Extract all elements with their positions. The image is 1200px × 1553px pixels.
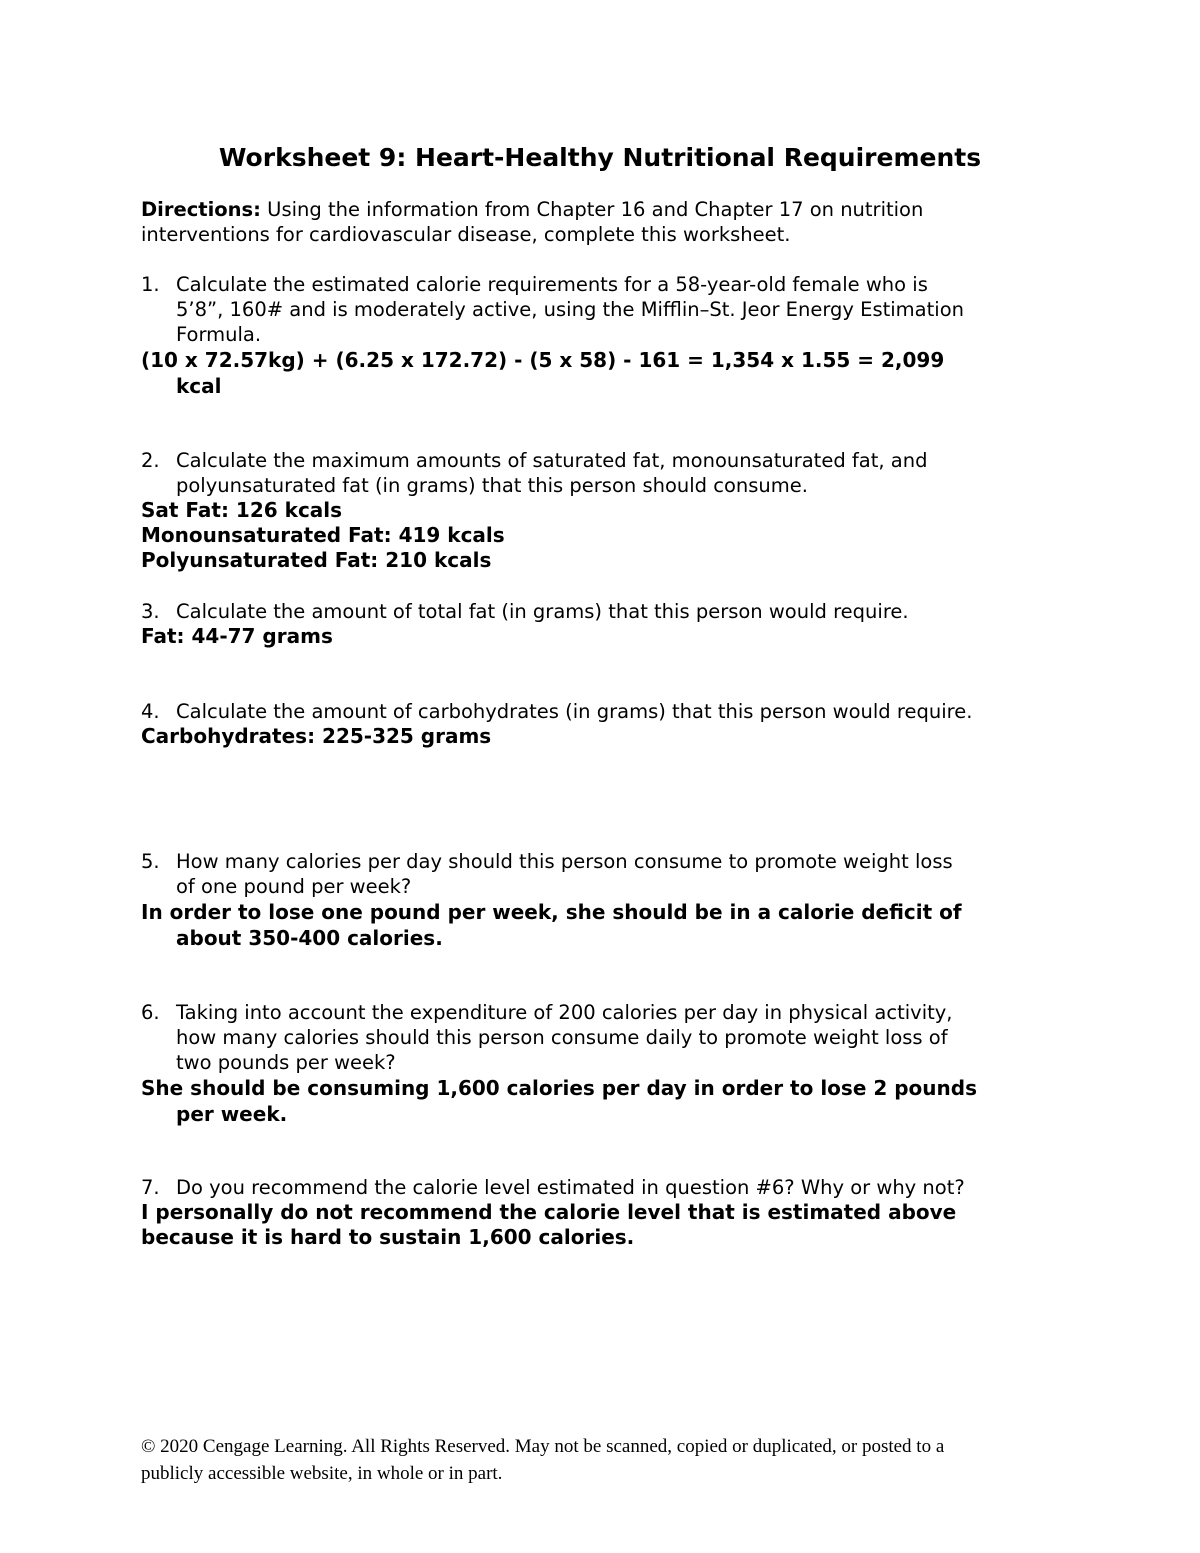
question-3-line-1: 3. Calculate the amount of total fat (in grams) that this person would require.: [141, 600, 909, 623]
answer-5-line-1: In order to lose one pound per week, she should be in a calorie deficit of: [141, 900, 962, 924]
answer-1-line-2: kcal: [176, 374, 222, 398]
copyright-footer-line-1: © 2020 Cengage Learning. All Rights Reserved. May not be scanned, copied or duplicated, or posted to a: [141, 1436, 945, 1457]
answer-1-line-1: (10 x 72.57kg) + (6.25 x 172.72) - (5 x 58) - 161 = 1,354 x 1.55 = 2,099: [141, 348, 945, 372]
question-2-number: 2.: [141, 449, 160, 472]
directions-label: Directions:: [141, 198, 261, 221]
page-title: Worksheet 9: Heart-Healthy Nutritional Requirements: [218, 143, 982, 172]
answer-2-line-1: Sat Fat: 126 kcals: [141, 498, 343, 522]
answer-2-line-3: Polyunsaturated Fat: 210 kcals: [141, 548, 492, 572]
question-1-line-3: Formula.: [176, 323, 262, 346]
question-6-number: 6.: [141, 1001, 160, 1024]
question-5-number: 5.: [141, 850, 160, 873]
answer-6-line-1: She should be consuming 1,600 calories per day in order to lose 2 pounds: [141, 1076, 977, 1100]
question-1-number: 1.: [141, 273, 160, 296]
answer-4-line-1: Carbohydrates: 225-325 grams: [141, 724, 492, 748]
question-6-line-2: how many calories should this person consume daily to promote weight loss of: [176, 1026, 948, 1049]
answer-7-line-1: I personally do not recommend the calorie level that is estimated above: [141, 1200, 957, 1224]
answer-6-line-2: per week.: [176, 1102, 288, 1126]
directions-line-1: [141, 197, 923, 222]
answer-5-line-2: about 350-400 calories.: [176, 926, 443, 950]
directions-text-1: Using the information from Chapter 16 and Chapter 17 on nutrition: [267, 198, 924, 221]
question-5-line-1: 5. How many calories per day should this person consume to promote weight loss: [141, 850, 953, 873]
question-3-number: 3.: [141, 600, 160, 623]
question-1-line-1: 1. Calculate the estimated calorie requirements for a 58-year-old female who is: [141, 273, 928, 296]
question-2-line-2: polyunsaturated fat (in grams) that this person should consume.: [176, 474, 808, 497]
answer-7-line-2: because it is hard to sustain 1,600 calories.: [141, 1225, 635, 1249]
directions-line-2: interventions for cardiovascular disease, complete this worksheet.: [141, 223, 791, 246]
question-7-number: 7.: [141, 1176, 160, 1199]
question-6-line-3: two pounds per week?: [176, 1051, 396, 1074]
answer-2-line-2: Monounsaturated Fat: 419 kcals: [141, 523, 505, 547]
question-2-line-1: 2. Calculate the maximum amounts of saturated fat, monounsaturated fat, and: [141, 449, 928, 472]
question-4-line-1: 4. Calculate the amount of carbohydrates (in grams) that this person would require.: [141, 700, 973, 723]
copyright-footer-line-2: publicly accessible website, in whole or in part.: [141, 1463, 503, 1484]
question-6-line-1: 6. Taking into account the expenditure of 200 calories per day in physical activity,: [141, 1001, 953, 1024]
question-7-line-1: 7. Do you recommend the calorie level estimated in question #6? Why or why not?: [141, 1176, 965, 1199]
answer-3-line-1: Fat: 44-77 grams: [141, 624, 333, 648]
question-5-line-2: of one pound per week?: [176, 875, 412, 898]
question-4-number: 4.: [141, 700, 160, 723]
question-1-line-2: 5’8”, 160# and is moderately active, using the Mifflin–St. Jeor Energy Estimation: [176, 298, 964, 321]
